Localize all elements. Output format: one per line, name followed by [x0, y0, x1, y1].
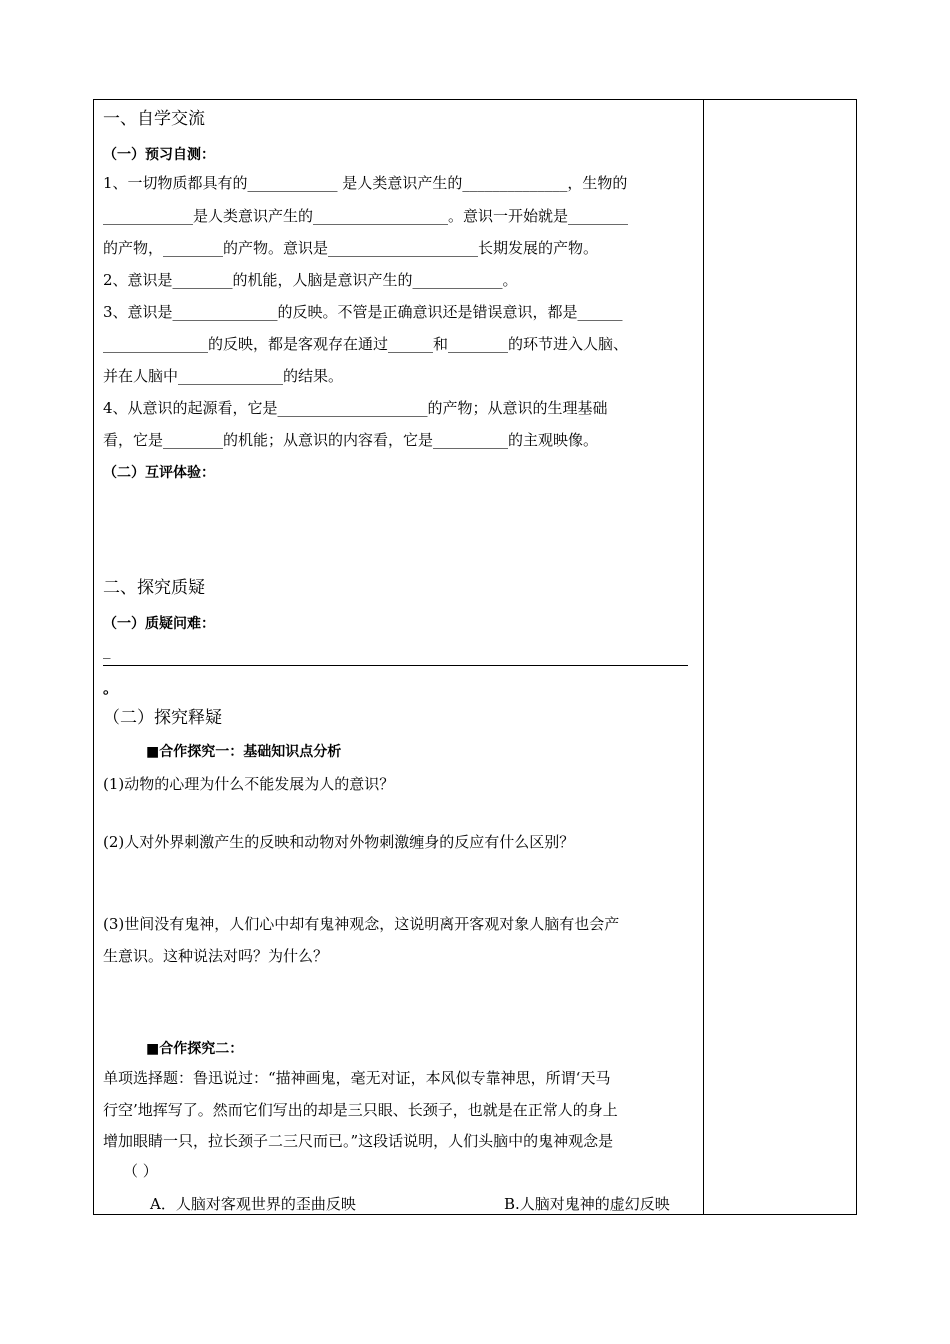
- question-1-line-2: ____________是人类意识产生的__________________。意识一开始就是________: [103, 207, 629, 225]
- question-3-line-1: 3、意识是______________的反映。不管是正确意识还是错误意识，都是______: [103, 303, 623, 321]
- subsection-questions: （一）质疑问难：: [103, 616, 215, 632]
- question-1-line-1: 1、一切物质都具有的____________ 是人类意识产生的______________，生物的: [103, 174, 628, 192]
- question-3-line-3: 并在人脑中______________的结果。: [103, 367, 344, 385]
- option-a: A．人脑对客观世界的歪曲反映: [150, 1195, 356, 1213]
- answer-parentheses: （ ）: [123, 1162, 158, 1180]
- answer-blank-end: 。: [103, 679, 119, 697]
- section-1-title: 一、自学交流: [103, 109, 205, 129]
- question-2: 2、意识是________的机能，人脑是意识产生的____________。: [103, 271, 518, 289]
- multiple-choice-line-1: 单项选择题：鲁迅说过：“描神画鬼，毫无对证，本风似专靠神思，所谓‘天马: [103, 1069, 611, 1087]
- cooperation-question-2: (2)人对外界刺激产生的反映和动物对外物刺激缠身的反应有什么区别？: [103, 833, 575, 851]
- question-4-line-2: 看，它是________的机能；从意识的内容看，它是__________的主观映像。: [103, 431, 599, 449]
- option-b: B.人脑对鬼神的虚幻反映: [504, 1195, 670, 1213]
- multiple-choice-line-2: 行空’地挥写了。然而它们写出的却是三只眼、长颈子，也就是在正常人的身上: [103, 1101, 618, 1119]
- answer-blank-start: _: [103, 641, 111, 659]
- multiple-choice-line-3: 增加眼睛一只，拉长颈子二三尺而已。”这段话说明，人们头脑中的鬼神观念是: [103, 1132, 614, 1150]
- cooperation-question-3-line-1: (3)世间没有鬼神，人们心中却有鬼神观念，这说明离开客观对象人脑有也会产: [103, 915, 620, 933]
- cooperation-2-heading: [146, 1039, 243, 1059]
- subsection-peer-review: （二）互评体验：: [103, 465, 215, 481]
- question-3-line-2: ______________的反映，都是客观存在通过______和________的环节进入人脑、: [103, 335, 629, 353]
- table-column-divider: [703, 99, 704, 1215]
- cooperation-1-heading: [146, 742, 341, 762]
- subsection-explore: （二）探究释疑: [103, 708, 222, 728]
- cooperation-question-1: (1)动物的心理为什么不能发展为人的意识？: [103, 775, 395, 793]
- cooperation-2-title: 合作探究二：: [159, 1041, 244, 1057]
- question-4-line-1: 4、从意识的起源看，它是____________________的产物；从意识的生理基础: [103, 399, 608, 417]
- subsection-preview-test: （一）预习自测：: [103, 147, 215, 163]
- question-1-line-3: 的产物，________的产物。意识是____________________长期发展的产物。: [103, 239, 599, 257]
- answer-blank-line: [103, 665, 688, 666]
- square-marker-icon: ■: [146, 744, 160, 760]
- square-marker-icon: ■: [146, 1041, 160, 1057]
- cooperation-question-3-line-2: 生意识。这种说法对吗？为什么？: [103, 947, 329, 965]
- section-2-title: 二、探究质疑: [103, 578, 205, 598]
- cooperation-1-title: 合作探究一：基础知识点分析: [159, 744, 342, 760]
